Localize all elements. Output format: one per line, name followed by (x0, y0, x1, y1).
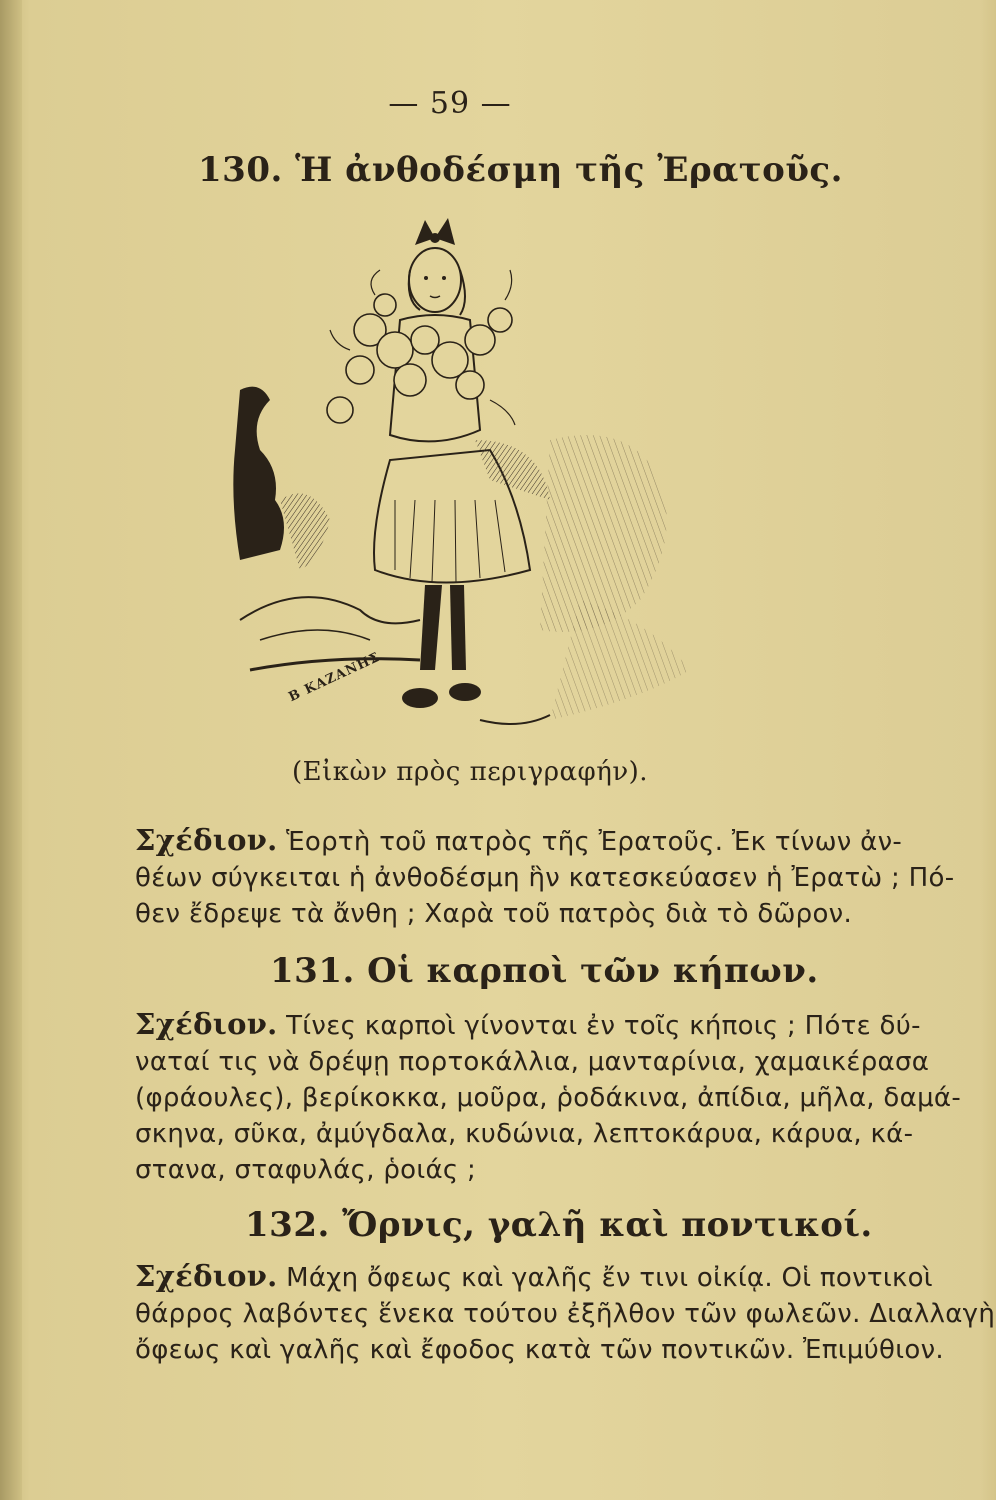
text-line-content: Μάχη ὄφεως καὶ γαλῆς ἔν τινι οἰκίᾳ. Οἱ ποντικοὶ (286, 1263, 933, 1293)
text-line: (φράουλες), βερίκοκκα, μοῦρα, ῥοδάκινα, ἀπίδια, μῆλα, δαμά- (135, 1083, 962, 1113)
page-binding-edge (0, 0, 22, 1500)
text-line: σκηνα, σῦκα, ἀμύγδαλα, κυδώνια, λεπτοκάρυα, κάρυα, κά- (135, 1119, 914, 1149)
text-line: ὄφεως καὶ γαλῆς καὶ ἔφοδος κατὰ τῶν ποντικῶν. Ἐπιμύθιον. (135, 1335, 944, 1365)
text-line-content: Ἑορτὴ τοῦ πατρὸς τῆς Ἐρατοῦς. Ἐκ τίνων ἀν- (286, 827, 903, 857)
plan-label: Σχέδιον. (135, 1259, 278, 1293)
section-130-title: 130. Ἡ ἀνθοδέσμη τῆς Ἐρατοῦς. (198, 150, 843, 190)
text-line (135, 822, 903, 860)
text-line: θεν ἔδρεψε τὰ ἄνθη ; Χαρὰ τοῦ πατρὸς διὰ τὸ δῶρον. (135, 899, 853, 929)
section-131-text (135, 1006, 962, 1188)
text-line: ναταί τις νὰ δρέψῃ πορτοκάλλια, μανταρίνια, χαμαικέρασα (135, 1047, 930, 1077)
text-line (135, 1258, 933, 1296)
section-132-text (135, 1258, 996, 1368)
section-131-title: 131. Οἱ καρποὶ τῶν κήπων. (270, 951, 819, 991)
plan-label: Σχέδιον. (135, 823, 278, 857)
plan-label: Σχέδιον. (135, 1007, 278, 1041)
section-130-text (135, 822, 955, 932)
text-line-content: Τίνες καρποὶ γίνονται ἐν τοῖς κήποις ; Πότε δύ- (286, 1011, 921, 1041)
text-line: στανα, σταφυλάς, ῥοιάς ; (135, 1155, 477, 1185)
section-132-title: 132. Ὄρνις, γαλῆ καὶ ποντικοί. (245, 1205, 873, 1245)
text-line: θάρρος λαβόντες ἕνεκα τούτου ἐξῆλθον τῶν φωλεῶν. Διαλλαγὴ (135, 1299, 996, 1329)
page-number: — 59 — (388, 86, 512, 121)
text-line: θέων σύγκειται ἡ ἀνθοδέσμη ἣν κατεσκεύασεν ἡ Ἐρατὼ ; Πό- (135, 863, 955, 893)
figure-caption: (Εἰκὼν πρὸς περιγραφήν). (291, 757, 649, 787)
illustrator-signature: Β ΚΑΖΑΝΗΣ (286, 649, 383, 706)
text-line (135, 1006, 921, 1044)
girl-with-bouquet-illustration (220, 200, 720, 760)
